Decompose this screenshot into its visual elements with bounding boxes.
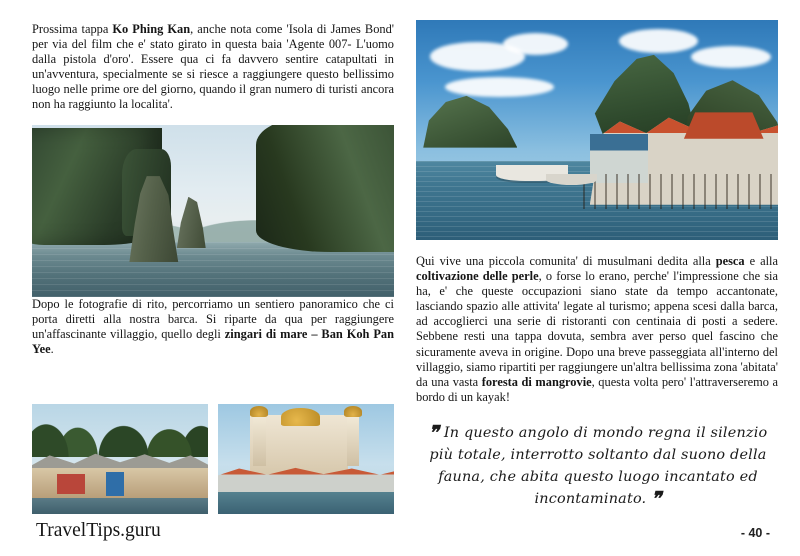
left-p1-text-1: Prossima tappa <box>32 22 113 36</box>
left-p2-bold-1: zingari di mare – Ban Koh Pan Yee <box>32 326 394 356</box>
page-number: - 40 - <box>740 526 770 540</box>
pull-quote <box>424 422 772 510</box>
photo-right-cliff <box>256 125 394 252</box>
floating-village-panorama-photo <box>416 20 778 240</box>
photo-water <box>218 492 394 514</box>
james-bond-island-photo <box>32 125 394 297</box>
pull-quote-text: In questo angolo di mondo regna il silenzio più totale, interrotto soltanto dal suono della fauna, che abita questo luogo incantato ed incontaminato. <box>429 425 768 507</box>
right-p1-bold-2: coltivazione delle perle <box>416 269 539 284</box>
photo-water <box>32 498 208 515</box>
left-p1-text-2: , anche nota come 'Isola di James Bond' per via del film che e' stato girato in questa baia 'Agente 007- L'uomo dalla pistola d'oro'. Essere qua ci fa davvero sentire catapultati in un'avventura, specialmente se si riesce a raggiungere questo bellissimo luogo nelle prime ore del giorno, quando il gran numero di turisti ancora non ha raggiunto la localita'. <box>32 22 395 112</box>
left-p2-text-1: Dopo le fotografie di rito, percorriamo un sentiero panoramico che ci porta diretti alla nostra barca. Si riparte da qua per raggiungere un'affascinante villaggio, quello degli <box>32 296 394 341</box>
left-p1-bold-1: Ko Phing Kan <box>112 22 191 36</box>
right-p1-bold-1: pesca <box>715 254 745 268</box>
photo-stilts <box>583 174 778 209</box>
left-paragraph-2 <box>32 297 394 357</box>
pull-quote-text-line <box>424 422 772 510</box>
right-paragraph-1 <box>416 254 778 405</box>
right-p1-text-3: , o forse lo erano, perche' l'impressione che sia ha, e' che queste occupazioni siano state da tempo accantonate, lasciando spazio alle attivita' legate al turismo; appena scesi dalla barca, ad accoglierci una serie di ristoranti con centinaia di posti a sedere. Sebbene resti una tappa dovuta, sembra aver perso quel fascino che sicuramente aveva in origine. Dopo una breve passeggiata all'interno del villaggio, siamo ripartiti per raggiungere un'altra bellissima zona 'abitata' da una vasta <box>416 269 778 389</box>
photo-longtail-boat-2 <box>546 174 597 185</box>
right-p1-text-1: Qui vive una piccola comunita' di musulmani dedita alla <box>416 254 716 268</box>
koh-panyee-village-photo <box>32 404 208 514</box>
footer-brand: TravelTips.guru <box>36 520 161 541</box>
photo-cloud <box>445 77 554 97</box>
photo-minaret-right <box>347 415 359 466</box>
right-p1-bold-3: foresta di mangrovie <box>481 374 592 389</box>
left-p2-text-2: . <box>50 341 54 356</box>
right-column <box>416 20 778 405</box>
photo-trees <box>32 411 208 457</box>
photo-blue-panel <box>106 472 124 496</box>
small-photo-row <box>32 404 394 514</box>
photo-red-roof <box>684 112 764 138</box>
koh-panyee-mosque-photo <box>218 404 394 514</box>
photo-golden-dome <box>281 408 320 426</box>
right-p1-text-2: e alla <box>744 254 778 268</box>
left-paragraph-1 <box>32 22 394 113</box>
photo-cloud <box>619 29 699 53</box>
photo-red-awning <box>57 474 85 494</box>
quote-close-icon: ❞ <box>651 488 662 510</box>
photo-minaret-left <box>253 415 265 466</box>
right-p1-text-4: , questa volta pero' l'attraverseremo a bordo di un kayak! <box>416 374 778 404</box>
left-column <box>32 22 394 357</box>
quote-open-icon: ❞ <box>428 422 440 444</box>
